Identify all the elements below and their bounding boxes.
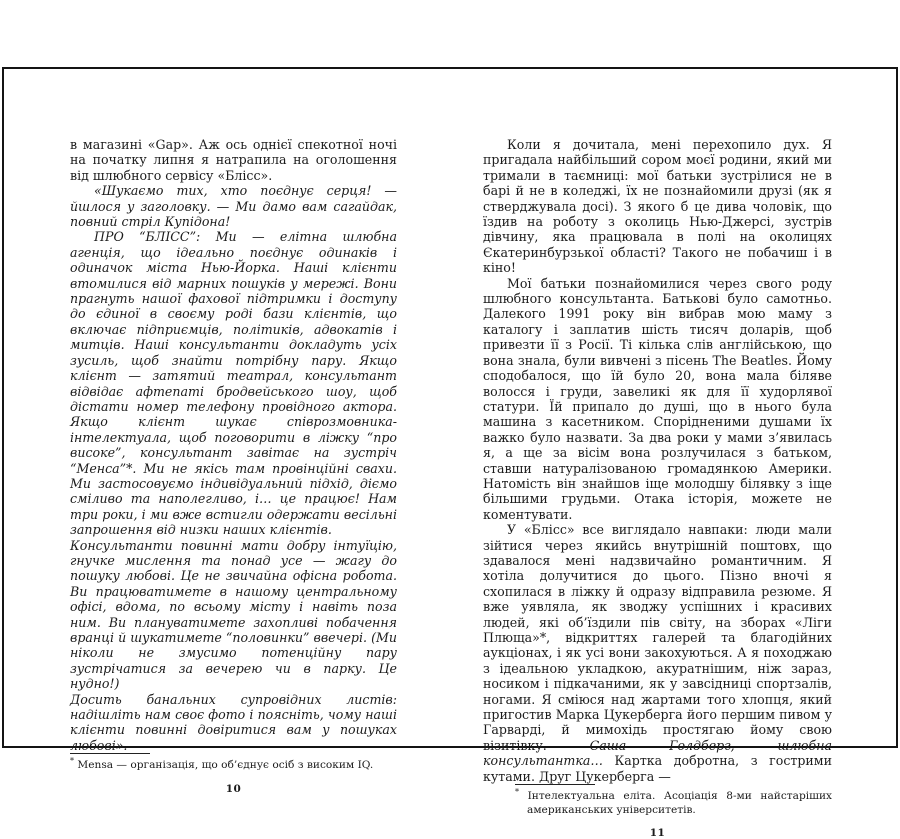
footnote-divider [515,784,595,785]
paragraph-ad-headline: «Шукаємо тих, хто поєднує серця! — йшлося у заголовку. — Ми дамо вам сагайдак, повний стріл Купідона! [70,183,397,230]
page-number-right: 11 [649,827,666,839]
paragraph-ad-body-3: Досить банальних супровідних листів: надішліть нам своє фото і поясніть, чому наші клієнти повинні довіритися вам у пошуках любові». [70,691,397,753]
paragraph-3-end: Картка добротна, з гострими кутами. Друг Цукерберга — [483,753,832,784]
footnote-divider [70,753,150,754]
footnote-left [70,753,397,773]
paragraph-1: Коли я дочитала, мені перехопило дух. Я пригадала найбільший сором моєї родини, який ми тримали в таємниці: мої батьки зустрілися не в барі й не в коледжі, їх не познайомили друзі (як я стверджувала досі). З якого б це дива чоловік, що їздив на роботу з околиць Нью-Джерсі, зустрів дівчину, яка працювала в полі на околицях Єкатеринбурзької області? Такого не побачиш і в кіно! [483,137,832,276]
footnote-content: Інтелектуальна еліта. Асоціація 8-ми найстаріших американських університетів. [527,790,833,816]
footnote-right [483,784,832,817]
footnote-text [515,787,833,817]
paragraph-3 [483,522,832,784]
footnote-marker: * [70,756,74,766]
paragraph-intro: в магазині «Gap». Аж ось однієї спекотної ночі на початку липня я натрапила на оголошення від шлюбного сервісу «Блісс». [70,137,397,183]
footnote-content: Mensa — організація, що об’єднує осіб з високим IQ. [77,759,374,772]
paragraph-3-italic: Саша Голдберг, шлюбна консультантка… [483,737,832,769]
paragraph-ad-body-2: Консультанти повинні мати добру інтуїцію, гнучке мислення та понад усе — жагу до пошуку любові. Це не звичайна офісна робота. Ви працюватимете в нашому центральному офісі, вдома, по всьому місту і навіть поза ним. Ви плануватимете захопливі побачення вранці й шукатимете “половинки” ввечері. (Ми ніколи не змусимо потенційну пару зустрічатися за вечерею чи в парку. Це нудно!) [70,537,397,692]
book-spread-frame [2,67,898,839]
paragraph-3-start: У «Блісс» все виглядало навпаки: люди мали зійтися через якийсь внутрішній поштовх, що здавалося мені надзвичайно романтичним. Я хотіла долучитися до цього. Пізно вночі я схопилася в ліжку й одразу відправила резюме. Я вже уявляла, як зводжу успішних і красивих людей, які об’їздили пів світу, на зборах «Ліги Плюща»*, відкриттях галерей та благодійних аукціонах, і як усі вони закохуються. А я походжаю з ідеальною укладкою, акуратнішим, ніж зараз, носиком і підкачаними, як у завсідниці спортзалів, ногами. Я сміюся над жартами того хлопця, який пригостив Марка Цукерберга його першим пивом у Гарварді, й мимохідь простягаю йому свою візитівку. [483,522,832,753]
paragraph-2: Мої батьки познайомилися через свого роду шлюбного консультанта. Батькові було самотньо. Далекого 1991 року він вибрав мою маму з каталогу і заплатив шість тисяч доларів, щоб привезти її з Росії. Ті кілька слів англійською, що вона знала, були вивчені з пісень The Beatles. Йому сподобалося, що їй було 20, вона мала біляве волосся і груди, завеликі як для її худорлявої статури. Їй припало до душі, що в нього була машина з касетником. Спорідненими душами їх важко було назвати. За два роки у мами з’явилась я, а ще за вісім вона розлучилася з батьком, ставши натуралізованою громадянкою Америки. Натомість він знайшов іще молодшу білявку з іще більшими грудьми. Отака історія, можете не коментувати. [483,275,832,522]
page-right [483,137,833,839]
footnote-text [70,756,397,773]
page-number-left: 10 [225,782,242,795]
paragraph-ad-body-1: ПРО “БЛІСС”: Ми — елітна шлюбна агенція, що ідеально поєднує одинаків і одиначок міста Нью-Йорка. Наші клієнти втомилися від марних пошуків у мережі. Вони прагнуть нашої фахової підтримки і доступу до єдиної в своєму роді бази клієнтів, що включає підприємців, політиків, адвокатів і митців. Наші консультанти докладуть усіх зусиль, щоб знайти потрібну пару. Якщо клієнт — затятий театрал, консультант відвідає афтепаті бродвейського шоу, щоб дістати номер телефону провідного актора. Якщо клієнт шукає співрозмовника-інтелектуала, щоб поговорити в ліжку “про високе”, консультант завітає на зустріч “Менса”*. Ми не якісь там провінційні свахи. Ми застосовуємо індивідуальний підхід, діємо сміливо та наполегливо, і… це працює! Нам три роки, і ми вже встигли одержати весільні запрошення від низки наших клієнтів. [70,229,397,538]
footnote-marker: * [515,787,519,797]
page-left [70,137,397,795]
